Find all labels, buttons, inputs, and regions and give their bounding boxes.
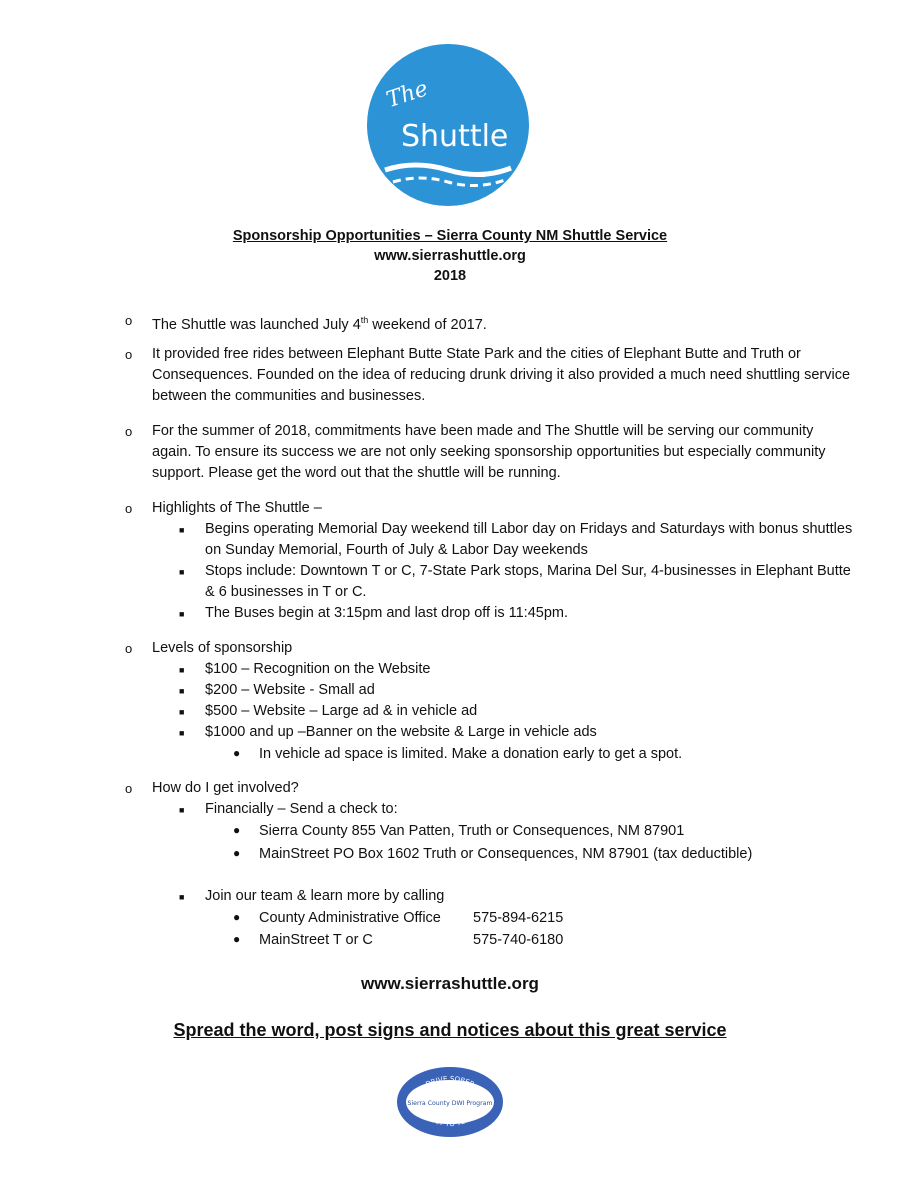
contact-name: County Administrative Office <box>259 910 441 926</box>
square-bullet-icon: ■ <box>179 686 185 696</box>
seal-top-text: DRIVE SOBER <box>424 1074 476 1089</box>
sponsor-note: In vehicle ad space is limited. Make a donation early to get a spot. <box>259 746 683 762</box>
square-bullet-icon: ■ <box>179 665 185 675</box>
logo-script-text: The <box>383 76 432 114</box>
highlight-point: The Buses begin at 3:15pm and last drop off is 11:45pm. <box>205 605 568 621</box>
dot-bullet-icon: ● <box>233 846 241 860</box>
dot-bullet-icon: ● <box>233 932 241 946</box>
sponsor-level: $1000 and up –Banner on the website & Large in vehicle ads <box>205 724 597 740</box>
circle-bullet-icon: o <box>125 781 133 796</box>
list-item-launch: The Shuttle was launched July 4th weekend of 2017. <box>152 315 487 333</box>
header-url[interactable]: www.sierrashuttle.org <box>374 248 526 264</box>
dot-bullet-icon: ● <box>233 746 241 760</box>
list-item-rides: It provided free rides between Elephant Butte State Park and the cities of Elephant Butte and Truth or Consequences. Founded on the idea of reducing drunk driving it also provided a much need shuttling service between the communities and businesses. <box>152 346 851 404</box>
header-year: 2018 <box>433 268 467 284</box>
dot-bullet-icon: ● <box>233 823 241 837</box>
square-bullet-icon: ■ <box>179 892 185 902</box>
dot-bullet-icon: ● <box>233 910 241 924</box>
footer-tagline: Spread the word, post signs and notices about this great service <box>173 1020 727 1040</box>
highlight-point: Stops include: Downtown T or C, 7-State Park stops, Marina Del Sur, 4-businesses in Elephant Butte & 6 businesses in T or C. <box>205 563 851 600</box>
highlights-label: Highlights of The Shuttle – <box>152 500 322 516</box>
square-bullet-icon: ■ <box>179 609 185 619</box>
dwi-program-seal <box>395 1065 505 1139</box>
contact-name: MainStreet T or C <box>259 932 373 948</box>
square-bullet-icon: ■ <box>179 567 185 577</box>
contact-phone[interactable]: 575-894-6215 <box>473 910 564 926</box>
seal-middle-text: Sierra County DWI Program <box>407 1100 493 1107</box>
mailing-address: Sierra County 855 Van Patten, Truth or Consequences, NM 87901 <box>259 823 685 839</box>
footer-url[interactable]: www.sierrashuttle.org <box>361 974 539 993</box>
join-label: Join our team & learn more by calling <box>205 888 445 904</box>
circle-bullet-icon: o <box>125 424 133 439</box>
square-bullet-icon: ■ <box>179 805 185 815</box>
list-item-summer: For the summer of 2018, commitments have been made and The Shuttle will be serving our community again. To ensure its success we are not only seeking sponsorship opportunities but especially community support. Please get the word out that the shuttle will be running. <box>152 423 826 481</box>
sponsor-level: $100 – Recognition on the Website <box>205 661 431 677</box>
financial-label: Financially – Send a check to: <box>205 801 398 817</box>
seal-bottom-text: WAIT TO TEXT <box>425 1114 475 1129</box>
circle-bullet-icon: o <box>125 641 133 656</box>
page-title: Sponsorship Opportunities – Sierra County NM Shuttle Service <box>232 228 668 244</box>
mailing-address: MainStreet PO Box 1602 Truth or Consequences, NM 87901 (tax deductible) <box>259 846 753 862</box>
shuttle-logo <box>365 42 531 208</box>
circle-bullet-icon: o <box>125 313 133 328</box>
circle-bullet-icon: o <box>125 501 133 516</box>
logo-main-text: Shuttle <box>401 119 509 154</box>
contact-phone[interactable]: 575-740-6180 <box>473 932 564 948</box>
square-bullet-icon: ■ <box>179 728 185 738</box>
involved-label: How do I get involved? <box>152 780 299 796</box>
circle-bullet-icon: o <box>125 347 133 362</box>
square-bullet-icon: ■ <box>179 525 185 535</box>
levels-label: Levels of sponsorship <box>152 640 293 656</box>
highlight-point: Begins operating Memorial Day weekend till Labor day on Fridays and Saturdays with bonus shuttles on Sunday Memorial, Fourth of July & Labor Day weekends <box>205 521 853 558</box>
sponsor-level: $200 – Website - Small ad <box>205 682 375 698</box>
sponsor-level: $500 – Website – Large ad & in vehicle ad <box>205 703 478 719</box>
square-bullet-icon: ■ <box>179 707 185 717</box>
